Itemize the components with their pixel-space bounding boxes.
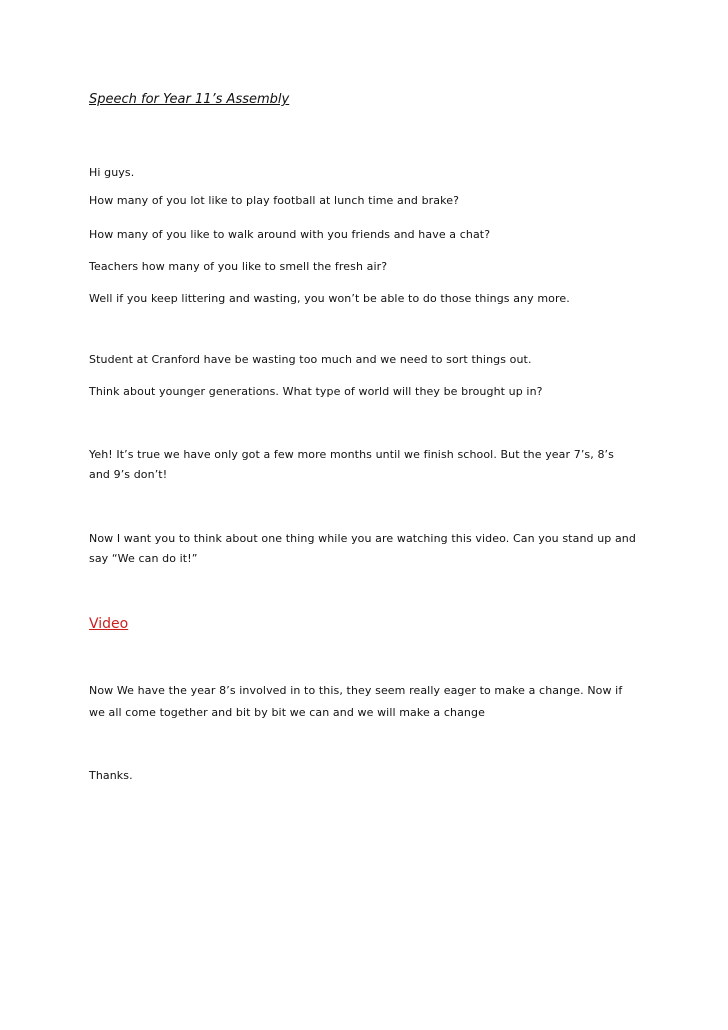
teachers-question: Teachers how many of you like to smell the fresh air? xyxy=(89,260,388,273)
video-heading: Video xyxy=(89,616,129,632)
football-question: How many of you lot like to play football at lunch time and brake? xyxy=(89,194,460,207)
thanks-line: Thanks. xyxy=(89,769,133,782)
walk-question: How many of you like to walk around with you friends and have a chat? xyxy=(89,228,491,241)
year8-line-1: Now We have the year 8’s involved in to this, they seem really eager to make a change. Now if xyxy=(89,684,623,697)
greeting-line: Hi guys. xyxy=(89,166,135,179)
speech-title: Speech for Year 11’s Assembly xyxy=(89,92,290,107)
school-months-line-2: and 9’s don’t! xyxy=(89,468,168,481)
school-months-line-1: Yeh! It’s true we have only got a few more months until we finish school. But the year 7’s, 8’s xyxy=(89,448,614,461)
video-instruction-line-1: Now I want you to think about one thing while you are watching this video. Can you stand up and xyxy=(89,532,636,545)
generations-question: Think about younger generations. What type of world will they be brought up in? xyxy=(89,385,543,398)
littering-warning: Well if you keep littering and wasting, you won’t be able to do those things any more. xyxy=(89,292,570,305)
year8-line-2: we all come together and bit by bit we can and we will make a change xyxy=(89,706,485,719)
cranford-statement: Student at Cranford have be wasting too much and we need to sort things out. xyxy=(89,353,532,366)
video-instruction-line-2: say “We can do it!” xyxy=(89,552,198,565)
